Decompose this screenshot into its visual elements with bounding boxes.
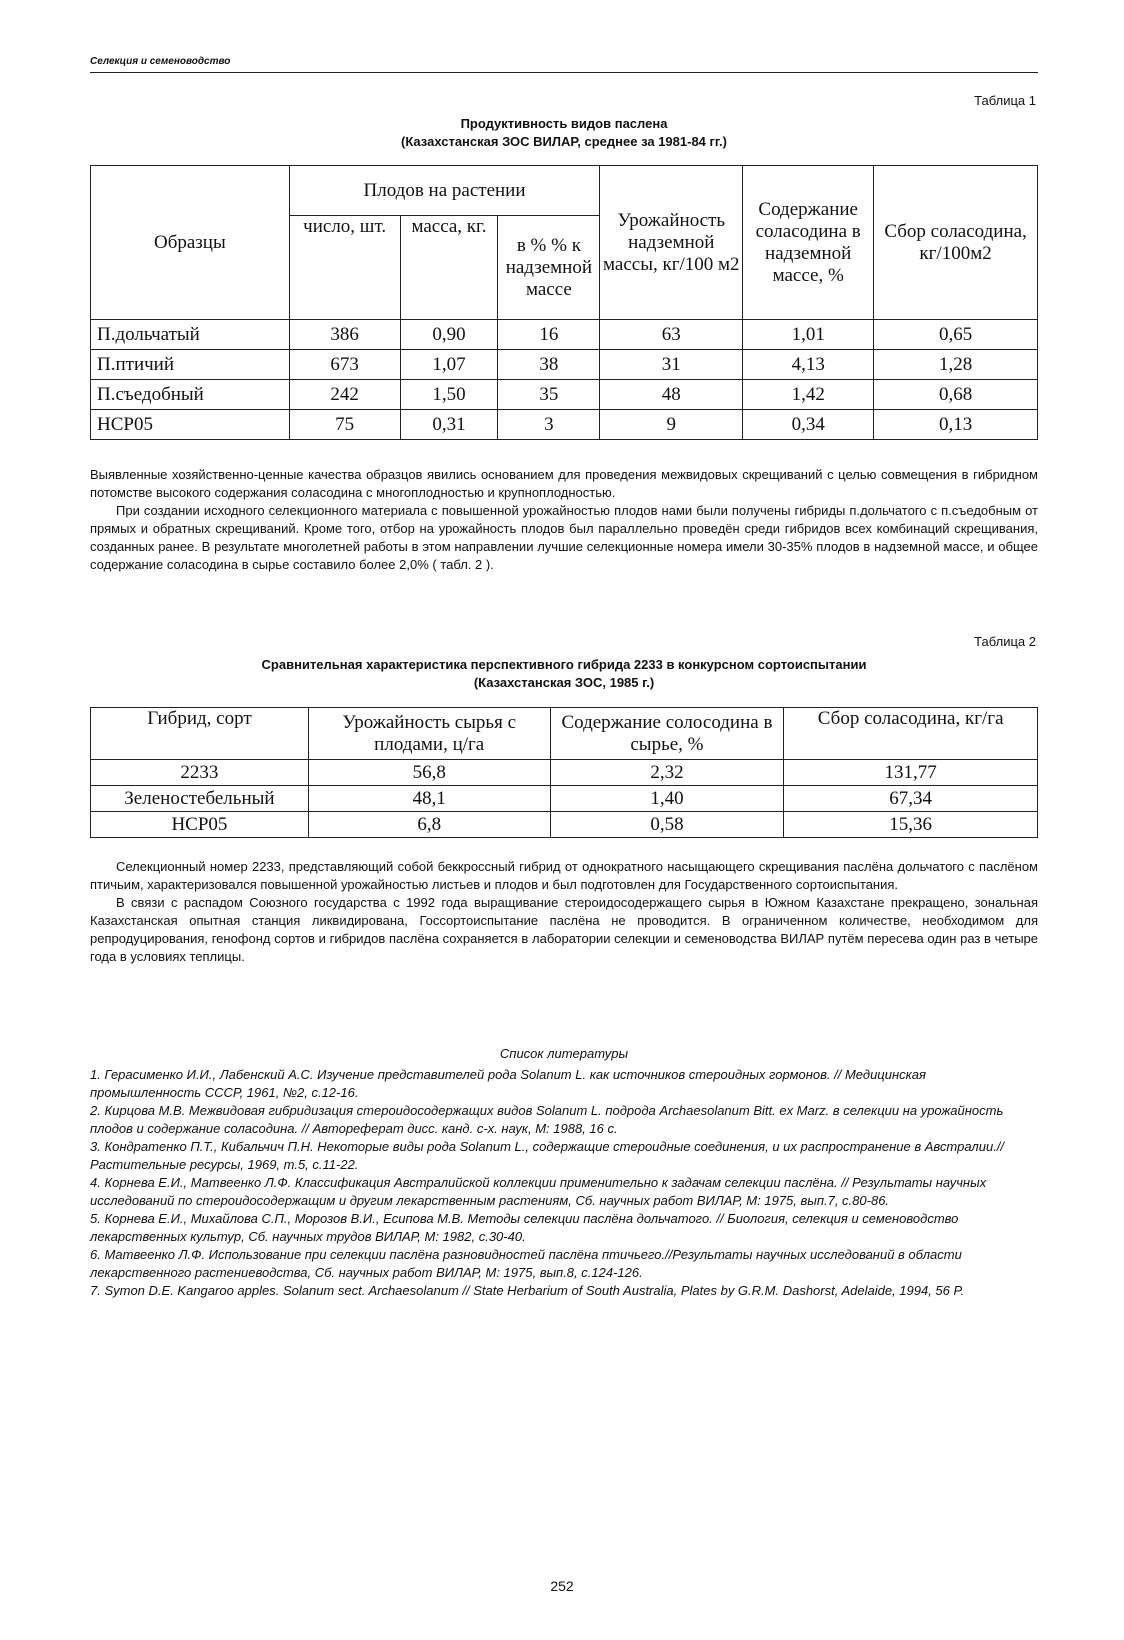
table2 [90, 707, 1038, 838]
reference-item: 5. Корнева Е.И., Михайлова С.П., Морозов В.И., Есипова М.В. Методы селекции паслёна дольчатого. // Биология, селекция и семеноводство лекарственных культур, Сб. научных трудов ВИЛАР, М: 1982, с.30-40. [90, 1211, 959, 1244]
table2-title [90, 656, 1038, 692]
table-row [91, 786, 1038, 812]
table1-row-name: П.дольчатый [91, 320, 290, 350]
paragraph: Выявленные хозяйственно-ценные качества образцов явились основанием для проведения межвидовых скрещиваний с целью совмещения в гибридном потомстве высокого содержания соласодина с многоплодностью и крупноплодностью. [90, 467, 1038, 500]
table1-cell: 63 [600, 320, 743, 350]
table2-cell: 6,8 [308, 812, 550, 838]
table2-title-line2: (Казахстанская ЗОС, 1985 г.) [473, 675, 655, 690]
table2-cell: НСР05 [91, 812, 309, 838]
table1-cell: 1,42 [743, 380, 874, 410]
table2-cell: 67,34 [784, 786, 1038, 812]
table1-cell: 386 [289, 320, 400, 350]
table-row [91, 320, 1038, 350]
table1-cell: 35 [498, 380, 600, 410]
table2-header-hybrid: Гибрид, сорт [91, 708, 309, 760]
table-row [91, 760, 1038, 786]
table1-header-fruits: Плодов на растении [289, 166, 600, 216]
table1-cell: 0,13 [874, 410, 1038, 440]
table1-cell: 1,07 [400, 350, 498, 380]
table1-cell: 3 [498, 410, 600, 440]
table2-header-yield: Урожайность сырья с плодами, ц/га [308, 708, 550, 760]
table1-cell: 0,68 [874, 380, 1038, 410]
table2-cell: Зеленостебельный [91, 786, 309, 812]
table1-cell: 0,34 [743, 410, 874, 440]
table2-cell: 48,1 [308, 786, 550, 812]
reference-item: 4. Корнева Е.И., Матвеенко Л.Ф. Классификация Австралийской коллекции применительно к задачам селекции паслёна. // Результаты научных исследований по стероидосодержащим и другим лекарственным растениям, Сб. научных работ ВИЛАР, М: 1975, вып.7, с.80-86. [90, 1175, 987, 1208]
table1-cell: 242 [289, 380, 400, 410]
table1-cell: 75 [289, 410, 400, 440]
table-row [91, 410, 1038, 440]
table2-title-line1: Сравнительная характеристика перспективного гибрида 2233 в конкурсном сортоиспытании [261, 657, 867, 672]
table-row [91, 380, 1038, 410]
table1-cell: 48 [600, 380, 743, 410]
table1-header-yield: Урожайность надземной массы, кг/100 м2 [600, 166, 743, 320]
running-head: Селекция и семеноводство [90, 56, 231, 67]
reference-item: 2. Кирцова М.В. Межвидовая гибридизация стероидосодержащих видов Solanum L. подрода Archaesolanum Bitt. ex Marz. в селекции на урожайность плодов и содержание соласодина. // Автореферат дисс. канд. с-х. наук, М: 1988, 16 с. [90, 1103, 1004, 1136]
table1-title-line1: Продуктивность видов паслена [460, 116, 668, 131]
table1-cell: 1,50 [400, 380, 498, 410]
table1-cell: 673 [289, 350, 400, 380]
table1-cell: 16 [498, 320, 600, 350]
table1-row-name: П.птичий [91, 350, 290, 380]
paragraph: При создании исходного селекционного материала с повышенной урожайностью плодов нами были получены гибриды п.дольчатого с п.съедобным от прямых и обратных скрещиваний. Кроме того, отбор на урожайность плодов был параллельно проведён среди гибридов всех комбинаций скрещивания, созданных ранее. В результате многолетней работы в этом направлении лучшие селекционные номера имели 30-35% плодов в надземной массе, и общее содержание соласодина в сырье составило более 2,0% ( табл. 2 ). [90, 503, 1038, 572]
reference-item: 1. Герасименко И.И., Лабенский А.С. Изучение представителей рода Solanum L. как источников стероидных гормонов. // Медицинская промышленность СССР, 1961, №2, с.12-16. [90, 1067, 926, 1100]
table1-label: Таблица 1 [974, 93, 1036, 108]
table1 [90, 165, 1038, 440]
table-row [91, 812, 1038, 838]
table1-header-samples: Образцы [91, 166, 290, 320]
table2-header-collection: Сбор соласодина, кг/га [784, 708, 1038, 760]
table1-header-count: число, шт. [289, 216, 400, 320]
table1-row-name: П.съедобный [91, 380, 290, 410]
header-rule [90, 72, 1038, 73]
table1-header-percent: в % % к надземной массе [498, 216, 600, 320]
table2-cell: 131,77 [784, 760, 1038, 786]
table2-header-content: Содержание солосодина в сырье, % [550, 708, 784, 760]
paragraph: В связи с распадом Союзного государства с 1992 года выращивание стероидосодержащего сырья в Южном Казахстане прекращено, зональная Казахстанская опытная станция ликвидирована, Госсортоиспытание паслёна не проводится. В ограниченном количестве, необходимом для репродуцирования, генофонд сортов и гибридов паслёна сохраняется в лаборатории селекции и семеноводства ВИЛАР путём пересева один раз в четыре года в условиях теплицы. [90, 895, 1038, 964]
reference-item: 7. Symon D.E. Kangaroo apples. Solanum sect. Archaesolanum // State Herbarium of South Australia, Plates by G.R.M. Dashorst, Adelaide, 1994, 56 P. [90, 1283, 965, 1298]
reference-item: 6. Матвеенко Л.Ф. Использование при селекции паслёна разновидностей паслёна птичьего.//Результаты научных исследований в области лекарственного растениеводства, Сб. научных работ ВИЛАР, М: 1975, вып.8, с.124-126. [90, 1247, 962, 1280]
table2-cell: 56,8 [308, 760, 550, 786]
table1-cell: 1,28 [874, 350, 1038, 380]
paragraph: Селекционный номер 2233, представляющий собой беккроссный гибрид от однократного насыщающего скрещивания паслёна дольчатого с паслёном птичьим, характеризовался повышенной урожайностью листьев и плодов и был подготовлен для Государственного сортоиспытания. [90, 859, 1038, 892]
table1-cell: 0,65 [874, 320, 1038, 350]
table1-title-line2: (Казахстанская ЗОС ВИЛАР, среднее за 1981-84 гг.) [400, 134, 727, 149]
page-number: 252 [550, 1578, 574, 1594]
table2-cell: 0,58 [550, 812, 784, 838]
table2-cell: 2,32 [550, 760, 784, 786]
table1-row-name: НСР05 [91, 410, 290, 440]
table1-header-mass: масса, кг. [400, 216, 498, 320]
table2-cell: 2233 [91, 760, 309, 786]
reference-item: 3. Кондратенко П.Т., Кибальчич П.Н. Некоторые виды рода Solanum L., содержащие стероидные соединения, и их распространение в Австралии.// Растительные ресурсы, 1969, т.5, с.11-22. [90, 1139, 1005, 1172]
table1-cell: 38 [498, 350, 600, 380]
table1-cell: 1,01 [743, 320, 874, 350]
table2-cell: 15,36 [784, 812, 1038, 838]
table1-cell: 0,31 [400, 410, 498, 440]
table-row [91, 350, 1038, 380]
body-text-2 [90, 858, 1038, 966]
references-title: Список литературы [499, 1046, 629, 1061]
body-text-1 [90, 466, 1038, 574]
table1-cell: 4,13 [743, 350, 874, 380]
references-list [90, 1066, 1038, 1300]
table1-title [90, 115, 1038, 151]
table1-cell: 9 [600, 410, 743, 440]
table1-cell: 0,90 [400, 320, 498, 350]
table1-cell: 31 [600, 350, 743, 380]
table2-cell: 1,40 [550, 786, 784, 812]
table1-header-collection: Сбор соласодина, кг/100м2 [874, 166, 1038, 320]
table2-label: Таблица 2 [974, 634, 1036, 649]
table1-header-content: Содержание соласодина в надземной массе, % [743, 166, 874, 320]
